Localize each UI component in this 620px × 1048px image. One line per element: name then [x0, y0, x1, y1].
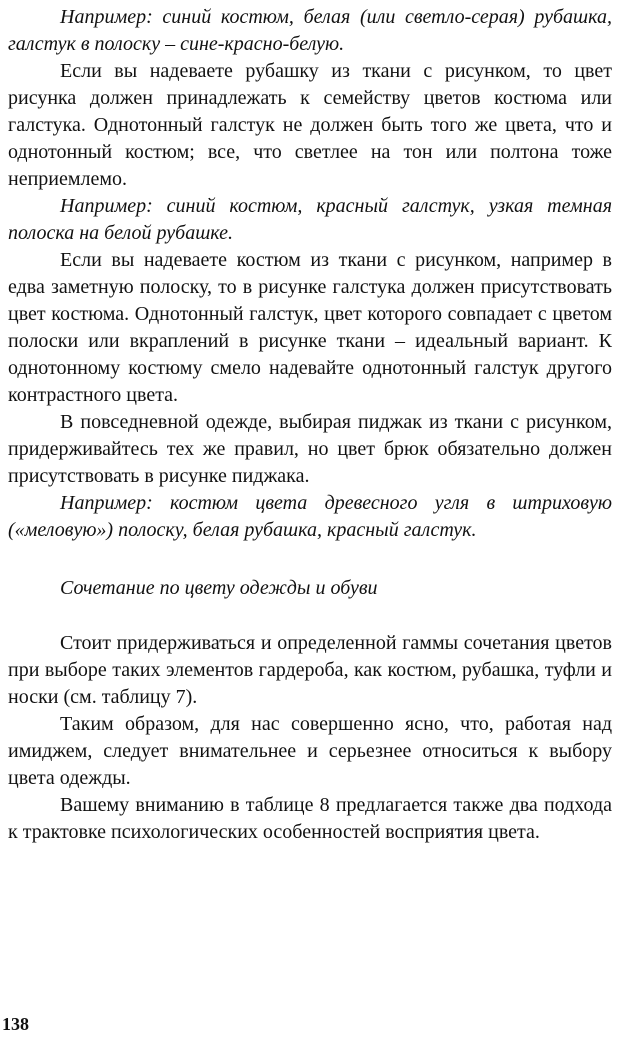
body-paragraph: Вашему вниманию в таблице 8 предлагается также два подхода к трактовке психологических особенностей восприятия цвета. — [8, 794, 612, 843]
body-paragraph: Таким образом, для нас совершенно ясно, что, работая над имиджем, следует внимательнее и серьезнее относиться к выбору цвета одежды. — [8, 713, 612, 789]
example-paragraph: Например: костюм цвета древесного угля в штриховую («меловую») полоску, белая рубашка, красный галстук. — [8, 492, 612, 541]
section-heading: Сочетание по цвету одежды и обуви — [60, 577, 378, 599]
page-number: 138 — [2, 1014, 29, 1034]
page-text — [8, 4, 612, 846]
body-paragraph: Стоит придерживаться и определенной гаммы сочетания цветов при выборе таких элементов гардероба, как костюм, рубашка, туфли и носки (см. таблицу 7). — [8, 632, 612, 708]
body-paragraph: В повседневной одежде, выбирая пиджак из ткани с рисунком, придерживайтесь тех же правил, но цвет брюк обязательно должен присутствовать в рисунке пиджака. — [8, 411, 612, 487]
example-paragraph: Например: синий костюм, красный галстук, узкая темная полоска на белой рубашке. — [8, 195, 612, 244]
body-paragraph: Если вы надеваете рубашку из ткани с рисунком, то цвет рисунка должен принадлежать к семейству цветов костюма или галстука. Однотонный галстук не должен быть того же цвета, что и однотонный костюм; все, что светлее на тон или полтона тоже неприемлемо. — [8, 60, 612, 190]
body-paragraph: Если вы надеваете костюм из ткани с рисунком, например в едва заметную полоску, то в рисунке галстука должен присутствовать цвет костюма. Однотонный галстук, цвет которого совпадает с цветом полоски или вкраплений в рисунке ткани – идеальный вариант. К однотонному костюму смело надевайте однотонный галстук другого контрастного цвета. — [8, 249, 612, 406]
example-paragraph: Например: синий костюм, белая (или светло-серая) рубашка, галстук в полоску – сине-красно-белую. — [8, 6, 612, 55]
